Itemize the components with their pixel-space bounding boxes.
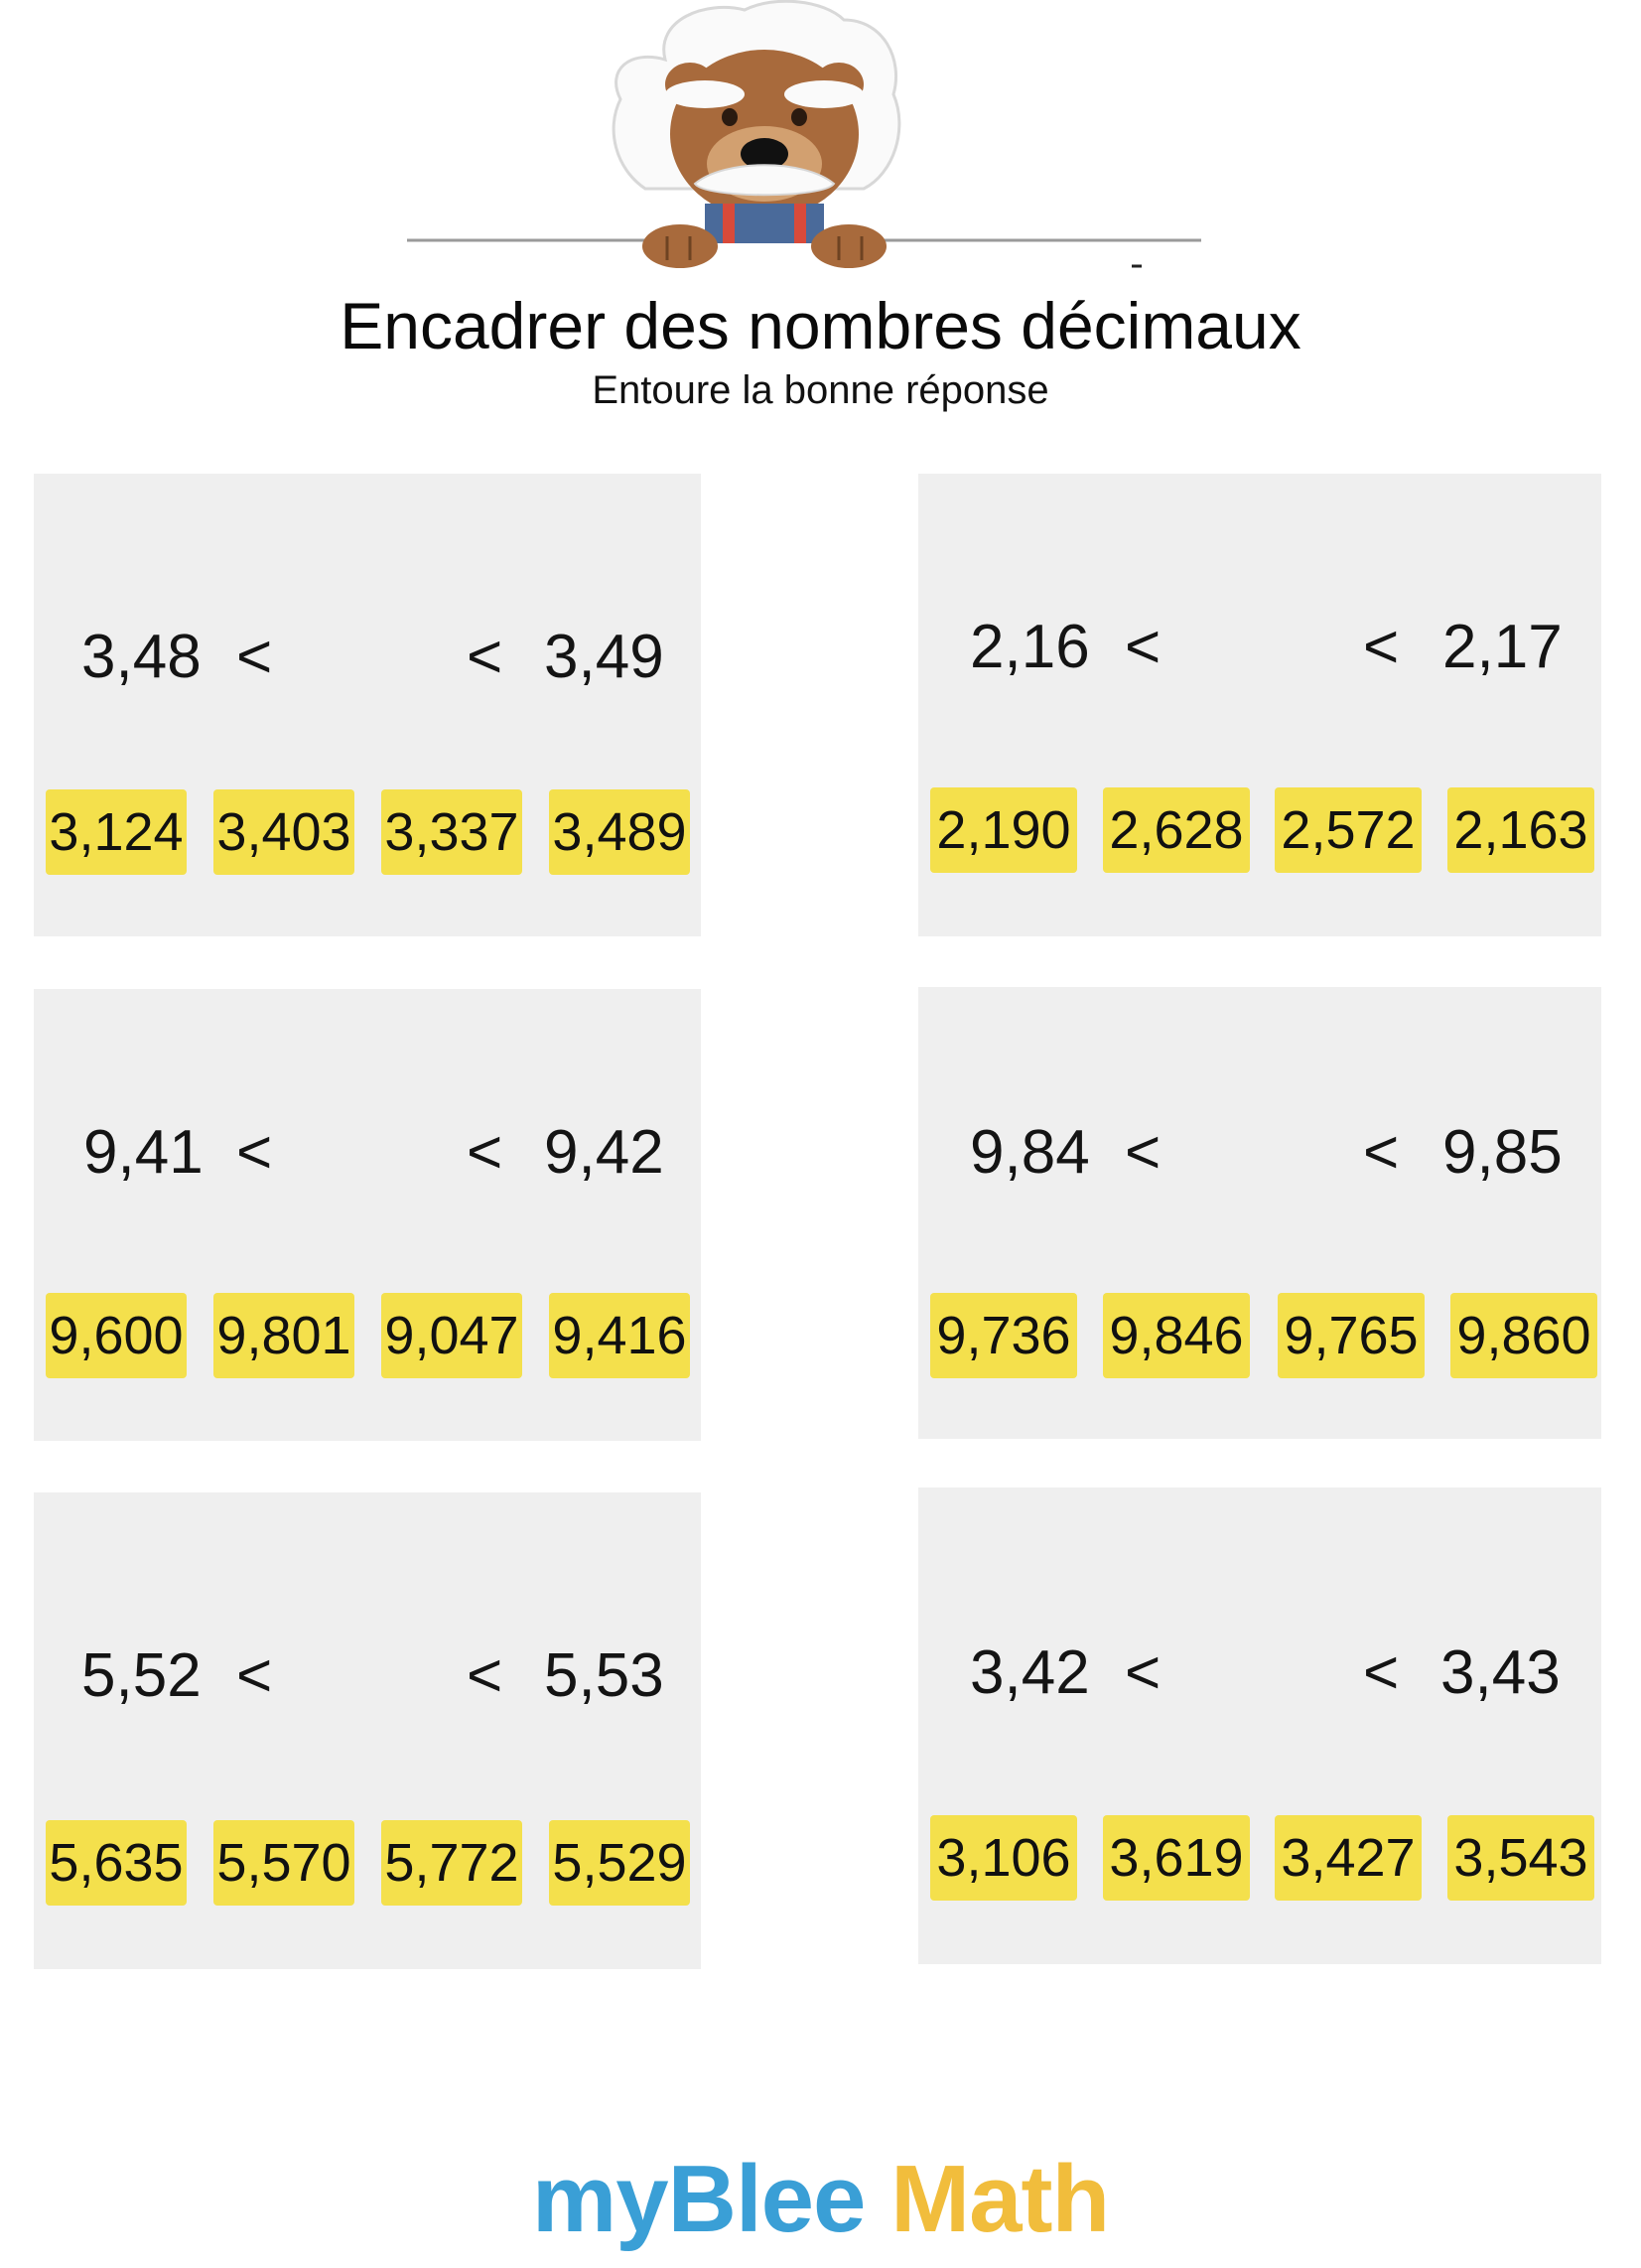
choice-chip[interactable]: 9,047: [381, 1293, 522, 1378]
upper-bound: 5,53: [544, 1641, 664, 1710]
choice-chip[interactable]: 2,163: [1447, 787, 1594, 873]
choice-chip[interactable]: 5,529: [549, 1820, 690, 1906]
less-than-sign: <: [1125, 613, 1162, 681]
lower-bound: 3,42: [970, 1638, 1090, 1707]
page-title: Encadrer des nombres décimaux: [340, 289, 1301, 362]
exercise-card: [34, 989, 701, 1441]
choice-chip[interactable]: 3,619: [1103, 1815, 1250, 1901]
lower-bound: 3,48: [81, 623, 202, 691]
choice-chip[interactable]: 3,337: [381, 789, 522, 875]
lower-bound: 9,41: [83, 1118, 204, 1187]
exercise-card: [918, 987, 1601, 1439]
choice-chip[interactable]: 5,570: [213, 1820, 354, 1906]
brand-logo: [0, 2145, 1641, 2254]
exercise-card: [34, 474, 701, 936]
exercise-card: [918, 1488, 1601, 1964]
less-than-sign: <: [467, 1118, 503, 1187]
choice-chip[interactable]: 5,772: [381, 1820, 522, 1906]
choice-chip[interactable]: 3,543: [1447, 1815, 1594, 1901]
choice-chip[interactable]: 3,124: [46, 789, 187, 875]
choice-chip[interactable]: 3,106: [930, 1815, 1077, 1901]
instructions: Entoure la bonne réponse: [592, 368, 1049, 412]
less-than-sign: <: [467, 1641, 503, 1710]
exercise-card: [34, 1492, 701, 1969]
upper-bound: 9,85: [1442, 1118, 1563, 1187]
less-than-sign: <: [236, 623, 273, 691]
lower-bound: 5,52: [81, 1641, 202, 1710]
lower-bound: 2,16: [970, 613, 1090, 681]
less-than-sign: <: [467, 623, 503, 691]
less-than-sign: <: [1125, 1118, 1162, 1187]
choice-chip[interactable]: 9,860: [1450, 1293, 1597, 1378]
less-than-sign: <: [1363, 1638, 1400, 1707]
less-than-sign: <: [1125, 1638, 1162, 1707]
lower-bound: 9,84: [970, 1118, 1090, 1187]
mascot-bear-icon: [407, 0, 1231, 273]
choice-chip[interactable]: 9,846: [1103, 1293, 1250, 1378]
logo-part-myblee: myBlee: [531, 2146, 866, 2252]
logo-part-math: Math: [890, 2146, 1110, 2252]
choice-chip[interactable]: 2,572: [1275, 787, 1422, 873]
less-than-sign: <: [236, 1641, 273, 1710]
choice-chip[interactable]: 2,628: [1103, 787, 1250, 873]
less-than-sign: <: [1363, 1118, 1400, 1187]
choice-chip[interactable]: 9,736: [930, 1293, 1077, 1378]
choice-chip[interactable]: 9,416: [549, 1293, 690, 1378]
choice-chip[interactable]: 9,600: [46, 1293, 187, 1378]
choice-chip[interactable]: 3,403: [213, 789, 354, 875]
less-than-sign: <: [236, 1118, 273, 1187]
choice-chip[interactable]: 2,190: [930, 787, 1077, 873]
choice-chip[interactable]: 5,635: [46, 1820, 187, 1906]
upper-bound: 9,42: [544, 1118, 664, 1187]
choice-chip[interactable]: 9,765: [1278, 1293, 1425, 1378]
less-than-sign: <: [1363, 613, 1400, 681]
choice-chip[interactable]: 3,427: [1275, 1815, 1422, 1901]
exercise-card: [918, 474, 1601, 936]
choice-chip[interactable]: 3,489: [549, 789, 690, 875]
upper-bound: 3,43: [1440, 1638, 1561, 1707]
choice-chip[interactable]: 9,801: [213, 1293, 354, 1378]
upper-bound: 2,17: [1442, 613, 1563, 681]
upper-bound: 3,49: [544, 623, 664, 691]
